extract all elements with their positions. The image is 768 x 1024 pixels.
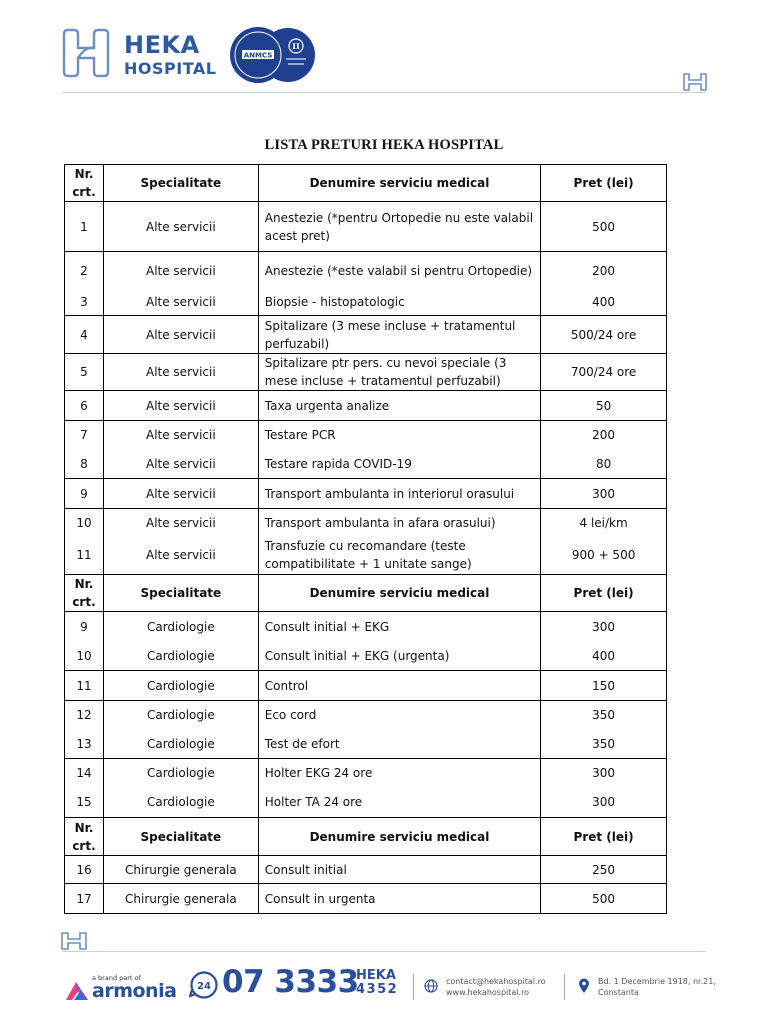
column-header-nr: Nr. crt. — [65, 818, 104, 856]
row-serviciu: Anestezie (*pentru Ortopedie nu este valabil acest pret) — [258, 202, 540, 252]
row-serviciu: Consult initial + EKG (urgenta) — [258, 642, 540, 671]
column-header-serviciu: Denumire serviciu medical — [258, 818, 540, 856]
row-serviciu: Consult initial + EKG — [258, 612, 540, 642]
phone-24-icon — [189, 970, 219, 1000]
row-specialitate: Alte servicii — [103, 391, 258, 421]
table-row — [65, 354, 667, 391]
table-row — [65, 730, 667, 759]
row-serviciu: Eco cord — [258, 701, 540, 730]
heka-mini-logo-icon — [682, 71, 708, 93]
row-serviciu: Control — [258, 671, 540, 701]
row-pret: 350 — [541, 730, 667, 759]
row-pret: 300 — [541, 479, 667, 509]
row-pret: 500/24 ore — [541, 316, 667, 354]
table-row — [65, 479, 667, 509]
table-row — [65, 884, 667, 914]
table-row — [65, 537, 667, 575]
row-specialitate: Cardiologie — [103, 759, 258, 788]
address-block — [598, 976, 716, 998]
table-row — [65, 509, 667, 537]
row-pret: 150 — [541, 671, 667, 701]
row-specialitate: Alte servicii — [103, 537, 258, 575]
row-specialitate: Alte servicii — [103, 290, 258, 316]
row-specialitate: Alte servicii — [103, 316, 258, 354]
row-specialitate: Cardiologie — [103, 642, 258, 671]
column-header-specialitate: Specialitate — [103, 575, 258, 612]
row-serviciu: Biopsie - histopatologic — [258, 290, 540, 316]
row-pret: 80 — [541, 450, 667, 479]
column-header-specialitate: Specialitate — [103, 818, 258, 856]
price-table — [64, 164, 667, 914]
row-number: 15 — [65, 788, 104, 818]
footer-separator — [564, 974, 565, 1000]
table-row — [65, 856, 667, 884]
brand-name — [124, 33, 216, 79]
column-header-serviciu: Denumire serviciu medical — [258, 165, 540, 202]
row-pret: 300 — [541, 788, 667, 818]
heka-footer-logo-icon — [60, 930, 88, 952]
row-serviciu: Transfuzie cu recomandare (teste compatibilitate + 1 unitate sange) — [258, 537, 540, 575]
row-number: 13 — [65, 730, 104, 759]
row-pret: 400 — [541, 290, 667, 316]
table-row — [65, 450, 667, 479]
row-pret: 50 — [541, 391, 667, 421]
row-number: 11 — [65, 537, 104, 575]
armonia-logo-icon — [64, 980, 90, 1002]
row-specialitate: Chirurgie generala — [103, 856, 258, 884]
row-number: 10 — [65, 642, 104, 671]
phone-heka-mnemonic — [356, 969, 398, 997]
address-line-2: Constanta — [598, 988, 639, 997]
armonia-tagline: a brand part of — [92, 974, 141, 982]
row-serviciu: Taxa urgenta analize — [258, 391, 540, 421]
row-specialitate: Alte servicii — [103, 509, 258, 537]
table-row — [65, 671, 667, 701]
row-number: 8 — [65, 450, 104, 479]
row-serviciu: Spitalizare (3 mese incluse + tratamentul perfuzabil) — [258, 316, 540, 354]
row-specialitate: Cardiologie — [103, 730, 258, 759]
table-row — [65, 391, 667, 421]
accreditation-seal-icon — [228, 26, 318, 84]
row-specialitate: Cardiologie — [103, 788, 258, 818]
table-row — [65, 290, 667, 316]
row-pret: 500 — [541, 202, 667, 252]
row-specialitate: Alte servicii — [103, 252, 258, 290]
row-number: 3 — [65, 290, 104, 316]
row-serviciu: Consult in urgenta — [258, 884, 540, 914]
row-pret: 700/24 ore — [541, 354, 667, 391]
row-specialitate: Alte servicii — [103, 479, 258, 509]
row-specialitate: Chirurgie generala — [103, 884, 258, 914]
row-serviciu: Anestezie (*este valabil si pentru Ortopedie) — [258, 252, 540, 290]
seal-label: ANMCS — [243, 51, 273, 60]
heka-logo-icon — [60, 28, 112, 78]
row-number: 11 — [65, 671, 104, 701]
table-header-row — [65, 165, 667, 202]
column-header-pret: Pret (lei) — [541, 165, 667, 202]
row-pret: 200 — [541, 421, 667, 450]
row-pret: 300 — [541, 759, 667, 788]
contact-website[interactable]: www.hekahospital.ro — [446, 988, 530, 997]
table-header-row — [65, 818, 667, 856]
column-header-pret: Pret (lei) — [541, 818, 667, 856]
row-pret: 500 — [541, 884, 667, 914]
header-divider — [62, 92, 706, 93]
table-row — [65, 788, 667, 818]
column-header-nr: Nr. crt. — [65, 575, 104, 612]
globe-icon — [424, 979, 438, 993]
row-specialitate: Alte servicii — [103, 421, 258, 450]
table-row — [65, 421, 667, 450]
row-number: 6 — [65, 391, 104, 421]
row-number: 7 — [65, 421, 104, 450]
price-table-body — [65, 165, 667, 914]
row-serviciu: Transport ambulanta in afara orasului) — [258, 509, 540, 537]
contact-block — [446, 976, 546, 998]
brand-line-1: HEKA — [124, 31, 200, 59]
row-serviciu: Holter TA 24 ore — [258, 788, 540, 818]
table-row — [65, 202, 667, 252]
table-row — [65, 252, 667, 290]
footer-divider — [62, 951, 706, 952]
row-number: 9 — [65, 612, 104, 642]
row-pret: 300 — [541, 612, 667, 642]
row-serviciu: Testare rapida COVID-19 — [258, 450, 540, 479]
row-serviciu: Consult initial — [258, 856, 540, 884]
row-number: 5 — [65, 354, 104, 391]
armonia-brand — [64, 974, 177, 1004]
row-pret: 900 + 500 — [541, 537, 667, 575]
row-pret: 400 — [541, 642, 667, 671]
column-header-pret: Pret (lei) — [541, 575, 667, 612]
armonia-wordmark: armonia — [92, 980, 177, 1002]
table-row — [65, 612, 667, 642]
contact-email[interactable]: contact@hekahospital.ro — [446, 977, 546, 986]
column-header-serviciu: Denumire serviciu medical — [258, 575, 540, 612]
row-serviciu: Transport ambulanta in interiorul orasului — [258, 479, 540, 509]
table-row — [65, 642, 667, 671]
row-number: 2 — [65, 252, 104, 290]
phone-number[interactable]: 07 3333 — [222, 964, 359, 1000]
table-row — [65, 701, 667, 730]
address-line-1: Bd. 1 Decembrie 1918, nr.21, — [598, 977, 716, 986]
row-specialitate: Cardiologie — [103, 671, 258, 701]
row-number: 1 — [65, 202, 104, 252]
row-number: 16 — [65, 856, 104, 884]
row-serviciu: Test de efort — [258, 730, 540, 759]
row-specialitate: Cardiologie — [103, 612, 258, 642]
phone-heka-word: HEKA — [356, 968, 396, 983]
phone-heka-digits: 4352 — [356, 982, 399, 997]
table-row — [65, 316, 667, 354]
brand-line-2: HOSPITAL — [124, 59, 217, 78]
row-pret: 200 — [541, 252, 667, 290]
phone-badge: 24 — [197, 981, 211, 992]
row-number: 14 — [65, 759, 104, 788]
row-serviciu: Testare PCR — [258, 421, 540, 450]
location-pin-icon — [578, 978, 590, 994]
footer-separator — [413, 974, 414, 1000]
document-title: LISTA PRETURI HEKA HOSPITAL — [264, 137, 504, 153]
row-specialitate: Alte servicii — [103, 354, 258, 391]
column-header-nr: Nr. crt. — [65, 165, 104, 202]
row-number: 4 — [65, 316, 104, 354]
seal-badge: II — [292, 41, 300, 51]
row-number: 10 — [65, 509, 104, 537]
row-serviciu: Holter EKG 24 ore — [258, 759, 540, 788]
row-specialitate: Alte servicii — [103, 202, 258, 252]
row-serviciu: Spitalizare ptr pers. cu nevoi speciale (3 mese incluse + tratamentul perfuzabil) — [258, 354, 540, 391]
row-pret: 350 — [541, 701, 667, 730]
row-pret: 250 — [541, 856, 667, 884]
row-number: 9 — [65, 479, 104, 509]
row-specialitate: Cardiologie — [103, 701, 258, 730]
row-specialitate: Alte servicii — [103, 450, 258, 479]
column-header-specialitate: Specialitate — [103, 165, 258, 202]
table-row — [65, 759, 667, 788]
row-number: 17 — [65, 884, 104, 914]
table-header-row — [65, 575, 667, 612]
row-pret: 4 lei/km — [541, 509, 667, 537]
row-number: 12 — [65, 701, 104, 730]
